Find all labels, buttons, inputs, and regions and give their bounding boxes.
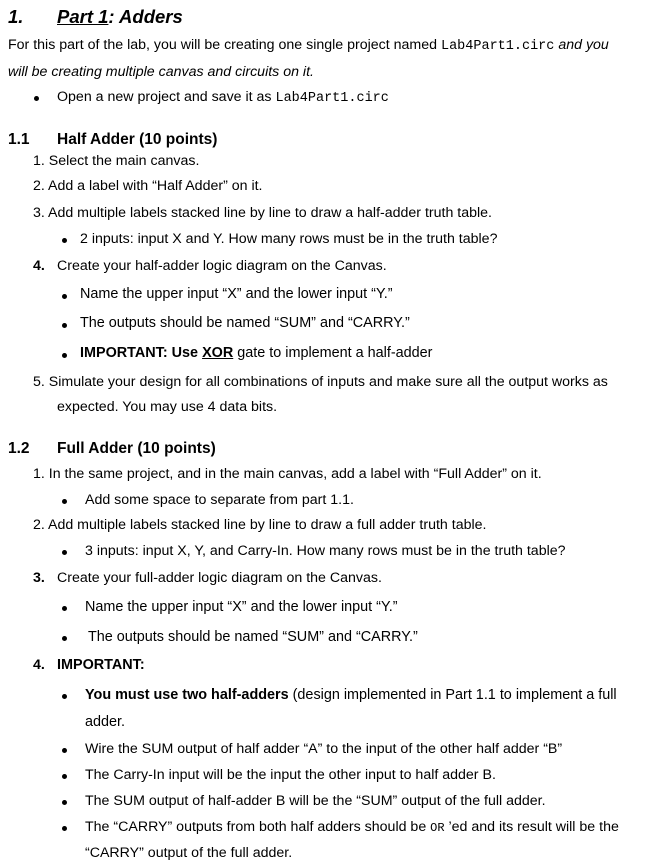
half-adder-step-4-bullet-1: Name the upper input “X” and the lower input “Y.” bbox=[80, 286, 393, 302]
full-adder-step-2-bullet: 3 inputs: input X, Y, and Carry-In. How many rows must be in the truth table? bbox=[85, 543, 566, 559]
full-adder-step-4: IMPORTANT: bbox=[57, 657, 145, 673]
intro-text-b: and you bbox=[554, 37, 609, 53]
carry-or-text-a: The “CARRY” outputs from both half adders should be bbox=[85, 819, 431, 835]
full-adder-step-1-bullet: Add some space to separate from part 1.1. bbox=[85, 492, 354, 508]
full-adder-step-3: Create your full-adder logic diagram on the Canvas. bbox=[57, 570, 382, 586]
full-adder-step-4-bullet-5-line-2: “CARRY” output of the full adder. bbox=[85, 845, 293, 861]
full-adder-step-4-bullet-4: The SUM output of half-adder B will be the “SUM” output of the full adder. bbox=[85, 793, 546, 809]
bullet-dot bbox=[62, 323, 67, 328]
full-adder-step-3-bullet-2: The outputs should be named “SUM” and “CARRY.” bbox=[88, 629, 418, 645]
half-adder-step-3-bullet: 2 inputs: input X and Y. How many rows must be in the truth table? bbox=[80, 231, 498, 247]
bullet-dot bbox=[62, 550, 67, 555]
bullet-dot bbox=[62, 636, 67, 641]
half-adder-step-1: 1. Select the main canvas. bbox=[33, 153, 200, 169]
bullet-dot bbox=[62, 294, 67, 299]
xor-rest: gate to implement a half-adder bbox=[233, 345, 433, 361]
intro-text-a: For this part of the lab, you will be creating one single project named bbox=[8, 37, 441, 53]
half-adder-step-4-bullet-2: The outputs should be named “SUM” and “CARRY.” bbox=[80, 315, 410, 331]
bullet-dot bbox=[62, 238, 67, 243]
half-adder-step-4-bullet-3 bbox=[80, 345, 432, 361]
or-gate-term: OR bbox=[430, 821, 445, 835]
half-adder-step-4: Create your half-adder logic diagram on the Canvas. bbox=[57, 258, 387, 274]
full-adder-step-4-bullet-5 bbox=[85, 819, 619, 835]
two-half-adders-bold: You must use two half-adders bbox=[85, 687, 289, 703]
two-half-adders-rest: (design implemented in Part 1.1 to implement a full bbox=[288, 687, 617, 703]
half-adder-step-2: 2. Add a label with “Half Adder” on it. bbox=[33, 178, 263, 194]
important-label: IMPORTANT: Use bbox=[80, 345, 203, 361]
bullet-dot bbox=[34, 96, 39, 101]
full-adder-step-2: 2. Add multiple labels stacked line by line to draw a full adder truth table. bbox=[33, 517, 487, 533]
bullet-dot bbox=[62, 353, 67, 358]
bullet-dot bbox=[62, 694, 67, 699]
full-adder-step-4-bullet-1-line-2: adder. bbox=[85, 714, 126, 730]
open-project-bullet bbox=[57, 89, 389, 106]
intro-filename: Lab4Part1.circ bbox=[440, 39, 555, 54]
bullet-dot bbox=[62, 774, 67, 779]
full-adder-step-4-bullet-1 bbox=[85, 687, 617, 703]
section-title-half-adder: Half Adder (10 points) bbox=[57, 131, 218, 148]
full-adder-step-4-bullet-2: Wire the SUM output of half adder “A” to the input of the other half adder “B” bbox=[85, 741, 563, 757]
bullet-dot bbox=[62, 748, 67, 753]
part-title-prefix: Part 1 bbox=[57, 6, 109, 27]
full-adder-step-1: 1. In the same project, and in the main canvas, add a label with “Full Adder” on it. bbox=[33, 466, 542, 482]
open-project-text: Open a new project and save it as bbox=[57, 89, 276, 105]
half-adder-step-3: 3. Add multiple labels stacked line by line to draw a half-adder truth table. bbox=[33, 205, 492, 221]
half-adder-step-5-line-1: 5. Simulate your design for all combinations of inputs and make sure all the output works as bbox=[33, 374, 608, 390]
carry-or-text-b: ’ed and its result will be the bbox=[444, 819, 619, 835]
full-adder-step-4-bullet-3: The Carry-In input will be the input the other input to half adder B. bbox=[85, 767, 496, 783]
half-adder-step-4-number: 4. bbox=[33, 258, 45, 274]
part-title bbox=[57, 6, 183, 28]
intro-line-2: will be creating multiple canvas and circuits on it. bbox=[8, 64, 314, 80]
half-adder-step-5-line-2: expected. You may use 4 data bits. bbox=[57, 399, 278, 415]
full-adder-step-3-bullet-1: Name the upper input “X” and the lower input “Y.” bbox=[85, 599, 398, 615]
bullet-dot bbox=[62, 499, 67, 504]
full-adder-step-4-number: 4. bbox=[33, 657, 45, 673]
bullet-dot bbox=[62, 826, 67, 831]
full-adder-step-3-number: 3. bbox=[33, 570, 45, 586]
intro-line-1 bbox=[8, 37, 609, 54]
open-project-filename: Lab4Part1.circ bbox=[275, 91, 389, 106]
part-title-suffix: : Adders bbox=[108, 6, 183, 27]
section-title-full-adder: Full Adder (10 points) bbox=[57, 440, 216, 457]
bullet-dot bbox=[62, 606, 67, 611]
part-number: 1. bbox=[8, 6, 24, 27]
xor-gate-term: XOR bbox=[202, 345, 234, 361]
bullet-dot bbox=[62, 800, 67, 805]
section-number-1-1: 1.1 bbox=[8, 131, 30, 148]
section-number-1-2: 1.2 bbox=[8, 440, 30, 457]
